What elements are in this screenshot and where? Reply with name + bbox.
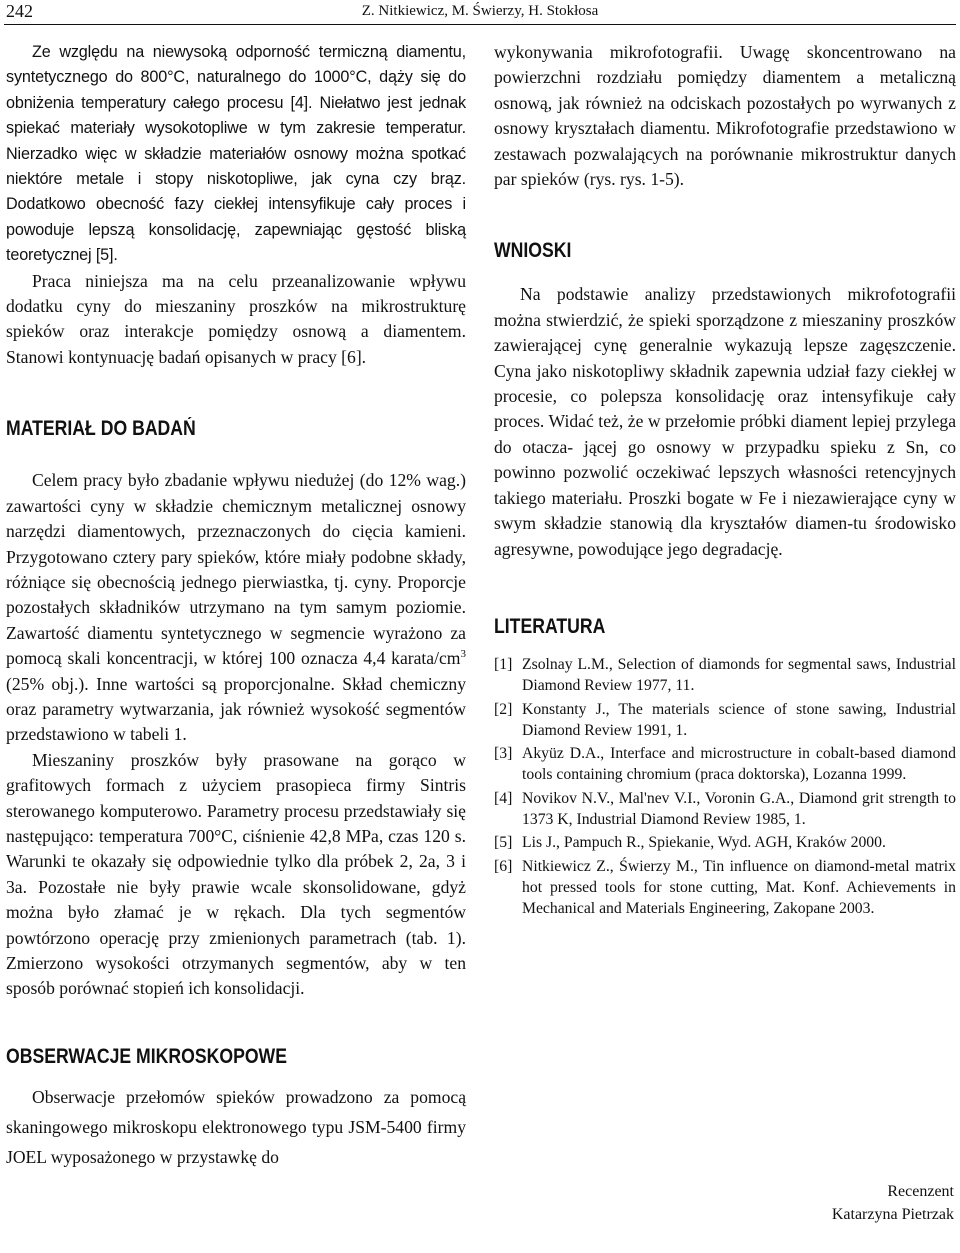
page-header <box>0 0 960 26</box>
references-list <box>494 654 956 920</box>
materials-paragraph-1-tail: (25% obj.). Inne wartości są proporcjonalne. Skład chemiczny oraz parametry wytwarzania, jak również wysokość segmentów przedstawiono w tabeli 1. <box>6 673 466 745</box>
intro-paragraph-1: Ze względu na niewysoką odporność termiczną diamentu, syntetycznego do 800°C, naturalnego do 1000°C, dąży się do obniżenia temperatury całego procesu [4]. Niełatwo jest jednak spiekać materiały wysokotopliwe w tym zakresie temperatur. Nierzadko więc w składzie materiałów osnowy można spotkać niektóre metale i stopy niskotopliwe, jak cyna czy brąz. Dodatkowo obecność fazy ciekłej intensyfikuje cały proces i powoduje lepszą konsolidację, zapewniając gęstość bliską teoretycznej [5]. <box>6 43 466 265</box>
header-rule <box>4 24 956 25</box>
reference-item <box>494 699 956 742</box>
reference-number: [4] <box>494 789 513 807</box>
reference-text: Nitkiewicz Z., Świerzy M., Tin influence on diamond-metal matrix hot pressed tools for stone cutting, Mat. Konf. Achievements in Mechanical and Materials Engineering, Zakopane 2003. <box>522 857 956 918</box>
reviewer-name: Katarzyna Pietrzak <box>831 1206 954 1223</box>
section-heading-materials: MATERIAŁ DO BADAŃ <box>6 417 196 441</box>
reference-number: [5] <box>494 834 513 852</box>
reference-number: [2] <box>494 700 513 718</box>
reference-number: [6] <box>494 857 513 875</box>
reviewer-block <box>832 1180 954 1226</box>
reference-item <box>494 654 956 697</box>
reference-text: Akyüz D.A., Interface and microstructure in cobalt-based diamond tools containing chromium (praca doktorska), Lozanna 1999. <box>522 745 956 784</box>
conclusions-paragraph: Na podstawie analizy przedstawionych mikrofotografii można stwierdzić, że spieki sporządzone z mieszaniny proszków zawierającej cynę generalnie wykazują lepsze zagęszczenie. Cyna jako niskotopliwy składnik zapewnia udział fazy ciekłej w procesie, co polepsza konsolidację oraz intensyfikuje cały proces. Widać też, że w przełomie próbki diament lepiej przylega do otacza- jącej go osnowy w przypadku spieku z Sn, co powinno pozwolić oczekiwać lepszych własności retencyjnych takiego materiału. Proszki bogate w Fe i niezawierające cyny w swym składzie stanowią dla kryształów diamen-tu środowisko agresywne, powodujące jego degradację. <box>494 284 956 559</box>
intro-paragraph-2: Praca niniejsza ma na celu przeanalizowanie wpływu dodatku cyny do mieszaniny proszków na mikrostrukturę spieków oraz interakcje pomiędzy osnową a diamentem. Stanowi kontynuację badań opisanych w pracy [6]. <box>6 270 466 367</box>
reference-text: Zsolnay L.M., Selection of diamonds for segmental saws, Industrial Diamond Review 1977, 11. <box>522 655 956 695</box>
reference-item <box>494 743 956 786</box>
left-column <box>6 40 466 1172</box>
reference-text: Konstanty J., The materials science of stone sawing, Industrial Diamond Review 1991, 1. <box>522 700 956 739</box>
running-head-authors: Z. Nitkiewicz, M. Świerzy, H. Stokłosa <box>361 3 599 19</box>
reference-item <box>494 856 956 920</box>
section-heading-observations: OBSERWACJE MIKROSKOPOWE <box>6 1044 287 1068</box>
reference-item <box>494 788 956 831</box>
superscript-cube: 3 <box>460 648 466 661</box>
reference-item <box>494 832 956 853</box>
reference-text: Lis J., Pampuch R., Spiekanie, Wyd. AGH, Kraków 2000. <box>522 834 886 852</box>
reference-number: [3] <box>494 745 513 763</box>
reference-text: Novikov N.V., Mal'nev V.I., Voronin G.A., Diamond grit strength to 1373 K, Industrial Diamond Review 1985, 1. <box>522 789 956 828</box>
reviewer-label: Recenzent <box>887 1183 954 1200</box>
materials-paragraph-1 <box>6 468 466 747</box>
materials-paragraph-1-text: Celem pracy było zbadanie wpływu niedużej (do 12% wag.) zawartości cyny w składzie chemicznym metalicznej osnowy narzędzi diamentowych, przeznaczonych do cięcia kamieni. Przygotowano cztery pary spieków, które miały podobne składy, różniące się obecnością jednego pierwiastka, tj. cyny. Proporcje pozostałych składników utrzymano na tym samym poziomie. Zawartość diamentu syntetycznego w segmencie wyrażono za pomocą skali koncentracji, w której 100 oznacza 4,4 karata/cm <box>6 470 466 669</box>
section-heading-literature: LITERATURA <box>494 614 606 638</box>
observations-paragraph: Obserwacje przełomów spieków prowadzono za pomocą skaningowego mikroskopu elektronowego typu JSM-5400 firmy JOEL wyposażonego w przystawkę do <box>6 1086 466 1167</box>
page-number: 242 <box>6 1 33 21</box>
section-heading-conclusions: WNIOSKI <box>494 239 572 263</box>
reference-number: [1] <box>494 655 513 673</box>
right-column <box>494 40 956 921</box>
observations-continued-paragraph: wykonywania mikrofotografii. Uwagę skoncentrowano na powierzchni rozdziału pomiędzy diamentem a metaliczną osnową, jak również na odciskach pozostałych po wyrwanych z osnowy kryształach diamentu. Mikrofotografie przedstawiono w zestawach pozwalających na porównanie mikrostruktur danych par spieków (rys. rys. 1-5). <box>494 42 956 190</box>
materials-paragraph-2: Mieszaniny proszków były prasowane na gorąco w grafitowych formach z użyciem prasopieca firmy Sintris sterowanego komputerowo. Parametry procesu przedstawiały się następująco: temperatura 700°C, ciśnienie 42,8 MPa, czas 120 s. Warunki te okazały się odpowiednie tylko dla próbek 2, 2a, 3 i 3a. Pozostałe nie były prawie wcale skonsolidowane, gdyż można było złamać je w rękach. Dla tych segmentów powtórzono operację przy zmienionych parametrach (tab. 1). Zmierzono wysokości otrzymanych segmentów, aby w ten sposób porównać stopień ich konsolidacji. <box>6 749 466 999</box>
